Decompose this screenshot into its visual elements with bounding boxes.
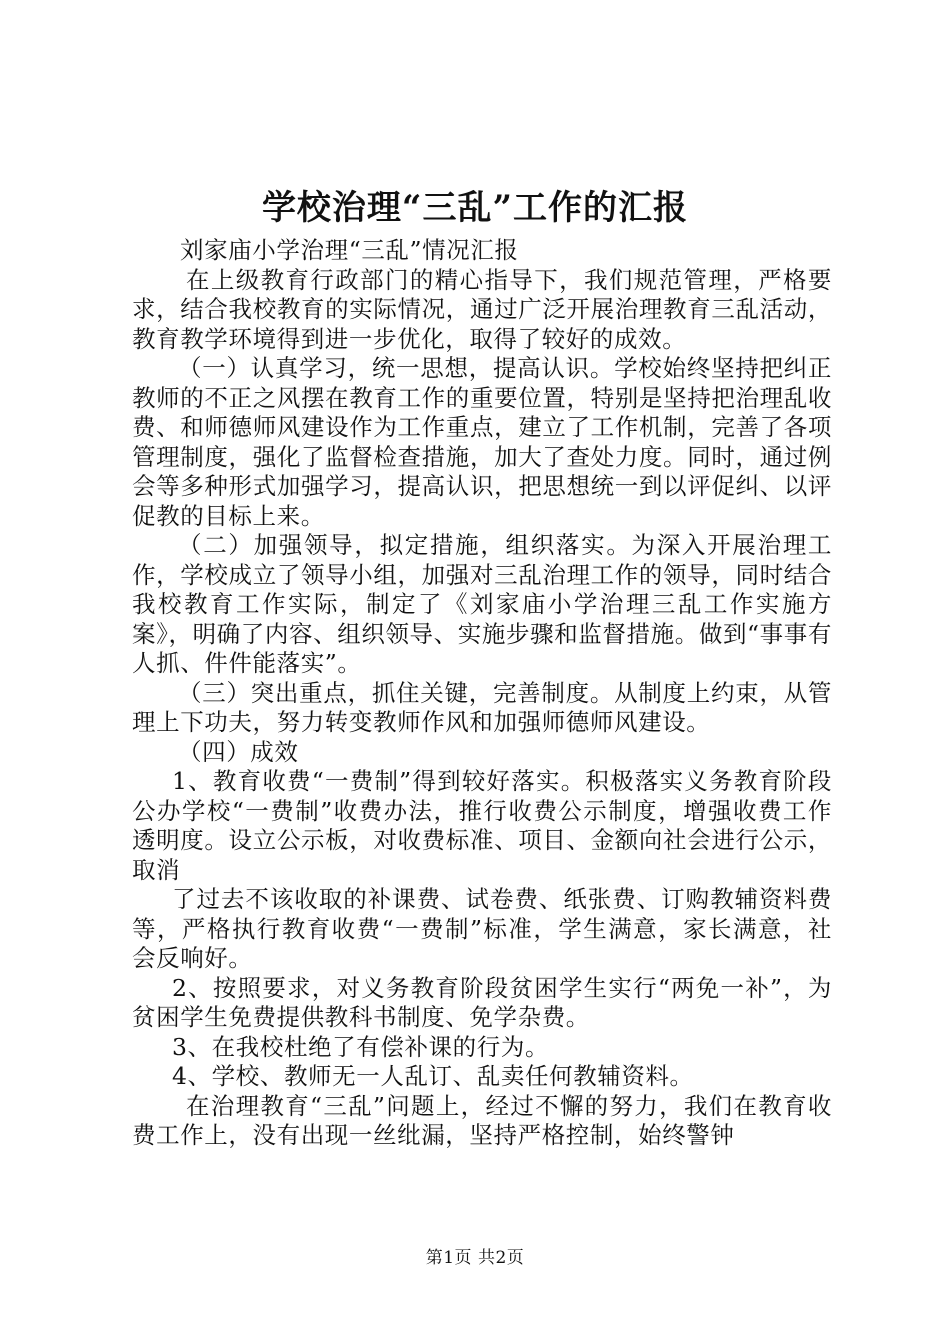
result-item-1: 1、教育收费“一费制”得到较好落实。积极落实义务教育阶段公办学校“一费制”收费办法，推行收费公示制度，增强收费工作透明度。设立公示板，对收费标准、项目、金额向社会进行公示，取消 — [132, 767, 832, 884]
section-one-paragraph: （一）认真学习，统一思想，提高认识。学校始终坚持把纠正教师的不正之风摆在教育工作的重要位置，特别是坚持把治理乱收费、和师德师风建设作为工作重点，建立了工作机制，完善了各项管理制度，强化了监督检查措施，加大了查处力度。同时，通过例会等多种形式加强学习，提高认识，把思想统一到以评促纠、以评促教的目标上来。 — [132, 354, 832, 530]
document-title: 学校治理“三乱”工作的汇报 — [261, 188, 689, 228]
result-item-1-continued: 了过去不该收取的补课费、试卷费、纸张费、订购教辅资料费等，严格执行教育收费“一费制”标准，学生满意，家长满意，社会反响好。 — [132, 885, 832, 972]
page-number-footer: 第1页 共2页 — [425, 1248, 525, 1268]
document-body — [132, 236, 832, 1151]
section-four-heading: （四）成效 — [178, 737, 299, 766]
closing-paragraph: 在治理教育“三乱”问题上，经过不懈的努力，我们在教育收费工作上，没有出现一丝纰漏，坚持严格控制，始终警钟 — [132, 1091, 832, 1149]
result-item-2: 2、按照要求，对义务教育阶段贫困学生实行“两免一补”，为贫困学生免费提供教科书制度、免学杂费。 — [132, 973, 832, 1031]
result-item-3: 3、在我校杜绝了有偿补课的行为。 — [172, 1032, 550, 1061]
result-item-4: 4、学校、教师无一人乱订、乱卖任何教辅资料。 — [172, 1062, 694, 1090]
section-three-paragraph: （三）突出重点，抓住关键，完善制度。从制度上约束，从管理上下功夫，努力转变教师作风和加强师德师风建设。 — [132, 678, 832, 736]
intro-paragraph: 在上级教育行政部门的精心指导下，我们规范管理，严格要求，结合我校教育的实际情况，通过广泛开展治理教育三乱活动，教育教学环境得到进一步优化，取得了较好的成效。 — [132, 265, 832, 353]
report-subtitle: 刘家庙小学治理“三乱”情况汇报 — [180, 236, 519, 264]
section-two-paragraph: （二）加强领导，拟定措施，组织落实。为深入开展治理工作，学校成立了领导小组，加强对三乱治理工作的领导，同时结合我校教育工作实际，制定了《刘家庙小学治理三乱工作实施方案》，明确了内容、组织领导、实施步骤和监督措施。做到“事事有人抓、件件能落实”。 — [132, 531, 832, 677]
